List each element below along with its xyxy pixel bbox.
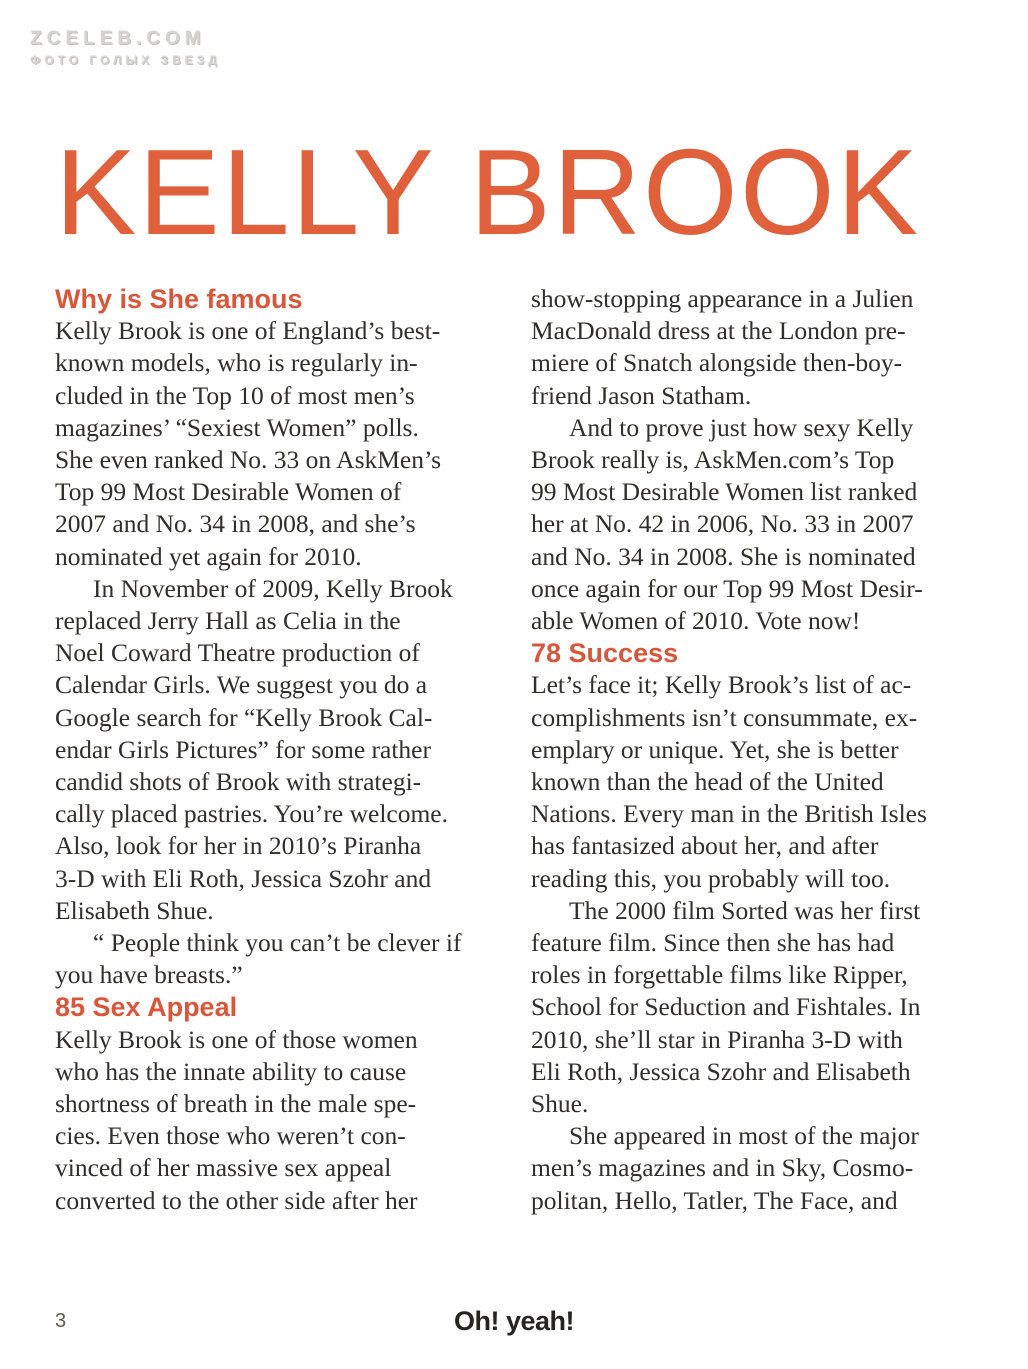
paragraph <box>55 1024 510 1217</box>
text-line: School for Seduction and Fishtales. In <box>531 992 921 1022</box>
text-line: cies. Even those who weren’t con- <box>55 1121 406 1151</box>
paragraph <box>55 573 510 927</box>
text-line: And to prove just how sexy Kelly <box>569 412 914 442</box>
text-line: 2007 and No. 34 in 2008, and she’s <box>55 509 416 539</box>
text-line: her at No. 42 in 2006, No. 33 in 2007 <box>531 509 914 539</box>
paragraph <box>55 927 510 991</box>
text-line: known than the head of the United <box>531 767 884 797</box>
text-line: vinced of her massive sex appeal <box>55 1153 392 1183</box>
text-line: known models, who is regularly in- <box>55 348 418 378</box>
text-line: Let’s face it; Kelly Brook’s list of ac- <box>531 670 912 700</box>
text-line: 2010, she’ll star in Piranha 3-D with <box>531 1024 903 1054</box>
section-heading: Why is She famous <box>55 284 303 314</box>
text-line: miere of Snatch alongside then-boy- <box>531 348 903 378</box>
text-line: Nations. Every man in the British Isles <box>531 799 927 829</box>
paragraph <box>531 1120 986 1217</box>
text-line: Google search for “Kelly Brook Cal- <box>55 702 433 732</box>
text-line: MacDonald dress at the London pre- <box>531 316 906 346</box>
text-line: men’s magazines and in Sky, Cosmo- <box>531 1153 914 1183</box>
watermark-domain: ZCELEB.COM <box>30 28 206 49</box>
paragraph <box>531 412 986 637</box>
paragraph <box>55 315 510 573</box>
text-line: politan, Hello, Tatler, The Face, and <box>531 1185 898 1215</box>
text-line: Kelly Brook is one of those women <box>55 1024 418 1054</box>
text-line: able Women of 2010. Vote now! <box>531 606 861 636</box>
text-line: cally placed pastries. You’re welcome. <box>55 799 448 829</box>
article-body <box>55 283 987 1217</box>
text-line: roles in forgettable films like Ripper, <box>531 960 908 990</box>
text-line: The 2000 film Sorted was her first <box>569 895 921 925</box>
text-line: has fantasized about her, and after <box>531 831 879 861</box>
text-line: Kelly Brook is one of England’s best- <box>55 316 441 346</box>
text-line: show-stopping appearance in a Julien <box>531 284 914 313</box>
text-line: you have breasts.” <box>55 960 243 990</box>
text-line: reading this, you probably will too. <box>531 863 891 893</box>
text-line: cluded in the Top 10 of most men’s <box>55 380 415 410</box>
site-watermark <box>30 28 221 67</box>
text-line: converted to the other side after her <box>55 1185 418 1215</box>
page-title: KELLY BROOK <box>55 124 921 260</box>
text-line: replaced Jerry Hall as Celia in the <box>55 606 401 636</box>
magazine-title: Oh! yeah! <box>453 1306 575 1336</box>
text-line: In November of 2009, Kelly Brook <box>93 573 453 603</box>
section-heading: 85 Sex Appeal <box>55 992 238 1023</box>
text-line: Top 99 Most Desirable Women of <box>55 477 402 507</box>
text-line: nominated yet again for 2010. <box>55 541 362 571</box>
paragraph <box>531 669 986 894</box>
text-line: Brook really is, AskMen.com’s Top <box>531 445 895 475</box>
text-line: and No. 34 in 2008. She is nominated <box>531 541 916 571</box>
text-line: friend Jason Statham. <box>531 380 752 410</box>
text-line: candid shots of Brook with strategi- <box>55 767 422 797</box>
text-line: Noel Coward Theatre production of <box>55 638 420 668</box>
article-column-right <box>531 283 986 1217</box>
text-line: feature film. Since then she has had <box>531 928 895 958</box>
paragraph <box>531 895 986 1120</box>
text-line: who has the innate ability to cause <box>55 1056 407 1086</box>
paragraph <box>531 283 986 412</box>
text-line: Shue. <box>531 1089 589 1119</box>
text-line: endar Girls Pictures” for some rather <box>55 734 431 764</box>
text-line: shortness of breath in the male spe- <box>55 1089 417 1119</box>
text-line: once again for our Top 99 Most Desir- <box>531 573 923 603</box>
page-number: 3 <box>55 1310 67 1332</box>
text-line: magazines’ “Sexiest Women” polls. <box>55 412 419 442</box>
watermark-tagline: ФОТО ГОЛЫХ ЗВЕЗД <box>30 53 221 67</box>
text-line: complishments isn’t consummate, ex- <box>531 702 918 732</box>
text-line: Elisabeth Shue. <box>55 895 214 925</box>
text-line: Calendar Girls. We suggest you do a <box>55 670 428 700</box>
text-line: 99 Most Desirable Women list ranked <box>531 477 918 507</box>
article-column-left <box>55 283 510 1217</box>
section-heading: 78 Success <box>531 638 679 669</box>
text-line: Also, look for her in 2010’s Piranha <box>55 831 422 861</box>
text-line: Eli Roth, Jessica Szohr and Elisabeth <box>531 1056 911 1086</box>
text-line: 3-D with Eli Roth, Jessica Szohr and <box>55 863 432 893</box>
text-line: She even ranked No. 33 on AskMen’s <box>55 445 441 475</box>
text-line: emplary or unique. Yet, she is better <box>531 734 899 764</box>
text-line: She appeared in most of the major <box>569 1121 919 1151</box>
text-line: “ People think you can’t be clever if <box>93 928 462 958</box>
